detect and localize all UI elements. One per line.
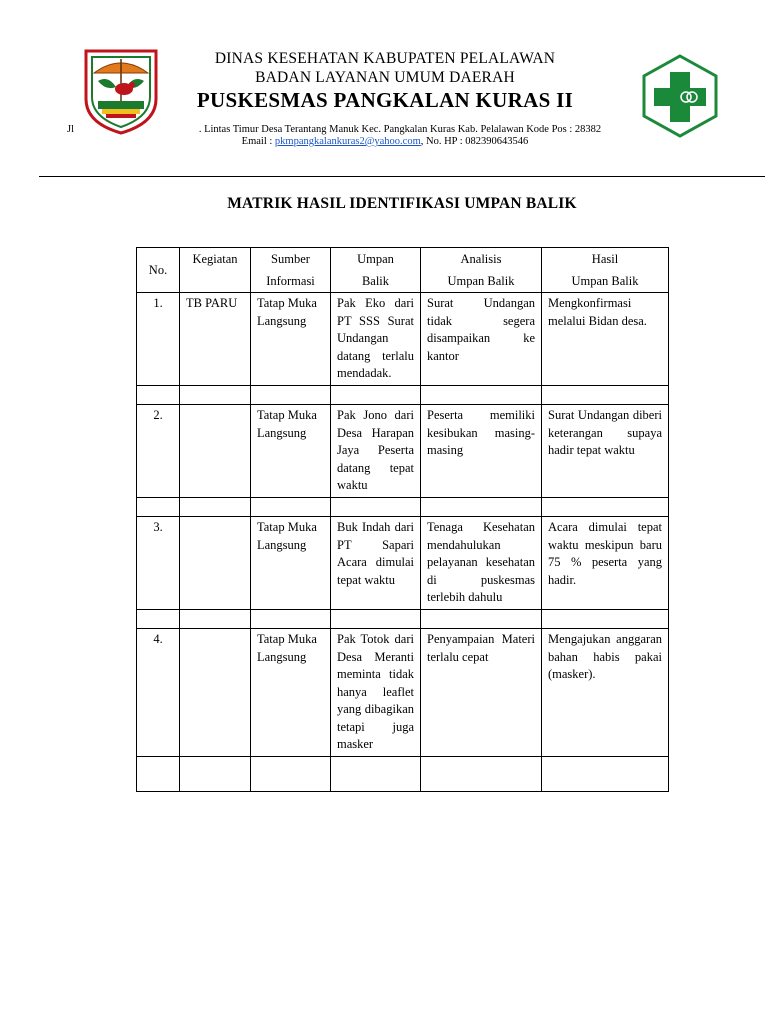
- header-kegiatan-label: Kegiatan: [192, 252, 238, 266]
- header-sumber-line2: Informasi: [266, 274, 315, 288]
- cell-hasil: Mengkonfirmasi melalui Bidan desa.: [542, 293, 669, 386]
- header-divider: [39, 176, 765, 177]
- email-link[interactable]: pkmpangkalankuras2@yahoo.com: [274, 136, 421, 147]
- header-no: No.: [137, 248, 180, 293]
- table-row: [137, 293, 669, 386]
- header-hasil: [542, 248, 669, 293]
- spacer-row: [137, 497, 669, 516]
- address-prefix: Jl: [67, 124, 75, 135]
- cell-analisis: Surat Undangan tidak segera disampaikan ke kantor: [421, 293, 542, 386]
- cell-no: 3.: [137, 516, 180, 609]
- health-cross-logo: [642, 54, 718, 138]
- cell-umpan: Pak Eko dari PT SSS Surat Undangan datang terlalu mendadak.: [331, 293, 421, 386]
- header-hasil-line2: Umpan Balik: [571, 274, 639, 288]
- cell-kegiatan: [180, 516, 251, 609]
- header-hasil-line1: Hasil: [591, 252, 619, 266]
- header-umpan-line1: Umpan: [357, 252, 394, 266]
- table-row: [137, 628, 669, 756]
- header-analisis-line2: Umpan Balik: [447, 274, 515, 288]
- cell-kegiatan: [180, 628, 251, 756]
- table-row: [137, 516, 669, 609]
- letterhead: [0, 0, 768, 180]
- cell-analisis: Peserta memiliki kesibukan masing-masing: [421, 404, 542, 497]
- email-label: Email :: [241, 136, 275, 147]
- header-kegiatan: [180, 248, 251, 293]
- cell-analisis: Penyampaian Materi terlalu cepat: [421, 628, 542, 756]
- feedback-matrix-table: [136, 247, 669, 792]
- header-umpan-line2: Balik: [361, 274, 390, 288]
- cell-no: 4.: [137, 628, 180, 756]
- cell-sumber: Tatap Muka Langsung: [251, 404, 331, 497]
- cell-no: 1.: [137, 293, 180, 386]
- cell-umpan: Buk Indah dari PT Sapari Acara dimulai tepat waktu: [331, 516, 421, 609]
- agency-subname: BADAN LAYANAN UMUM DAERAH: [255, 69, 515, 86]
- contact-line: [150, 136, 620, 147]
- phone-text: , No. HP : 082390643546: [420, 136, 529, 147]
- agency-name: DINAS KESEHATAN KABUPATEN PELALAWAN: [214, 50, 556, 67]
- cell-sumber: Tatap Muka Langsung: [251, 516, 331, 609]
- address-line: . Lintas Timur Desa Terantang Manuk Kec. Pangkalan Kuras Kab. Pelalawan Kode Pos : 28382: [198, 124, 602, 135]
- cell-sumber: Tatap Muka Langsung: [251, 293, 331, 386]
- header-sumber: [251, 248, 331, 293]
- header-analisis: [421, 248, 542, 293]
- table-header-row: [137, 248, 669, 293]
- cell-hasil: Mengajukan anggaran bahan habis pakai (masker).: [542, 628, 669, 756]
- cell-kegiatan: TB PARU: [180, 293, 251, 386]
- document-title: MATRIK HASIL IDENTIFIKASI UMPAN BALIK: [227, 195, 577, 212]
- cell-kegiatan: [180, 404, 251, 497]
- table-row: [137, 404, 669, 497]
- cell-umpan: Pak Totok dari Desa Meranti meminta tidak hanya leaflet yang dibagikan tetapi juga masker: [331, 628, 421, 756]
- cell-umpan: Pak Jono dari Desa Harapan Jaya Peserta datang tepat waktu: [331, 404, 421, 497]
- cell-hasil: Acara dimulai tepat waktu meskipun baru 75 % peserta yang hadir.: [542, 516, 669, 609]
- spacer-row: [137, 609, 669, 628]
- header-sumber-line1: Sumber: [271, 252, 310, 266]
- header-umpan: [331, 248, 421, 293]
- cell-sumber: Tatap Muka Langsung: [251, 628, 331, 756]
- cell-analisis: Tenaga Kesehatan mendahulukan pelayanan kesehatan di puskesmas terlebih dahulu: [421, 516, 542, 609]
- institution-name: PUSKESMAS PANGKALAN KURAS II: [196, 88, 574, 112]
- cell-no: 2.: [137, 404, 180, 497]
- cell-hasil: Surat Undangan diberi keterangan supaya hadir tepat waktu: [542, 404, 669, 497]
- spacer-row: [137, 385, 669, 404]
- header-analisis-line1: Analisis: [460, 252, 502, 266]
- spacer-row: [137, 757, 669, 792]
